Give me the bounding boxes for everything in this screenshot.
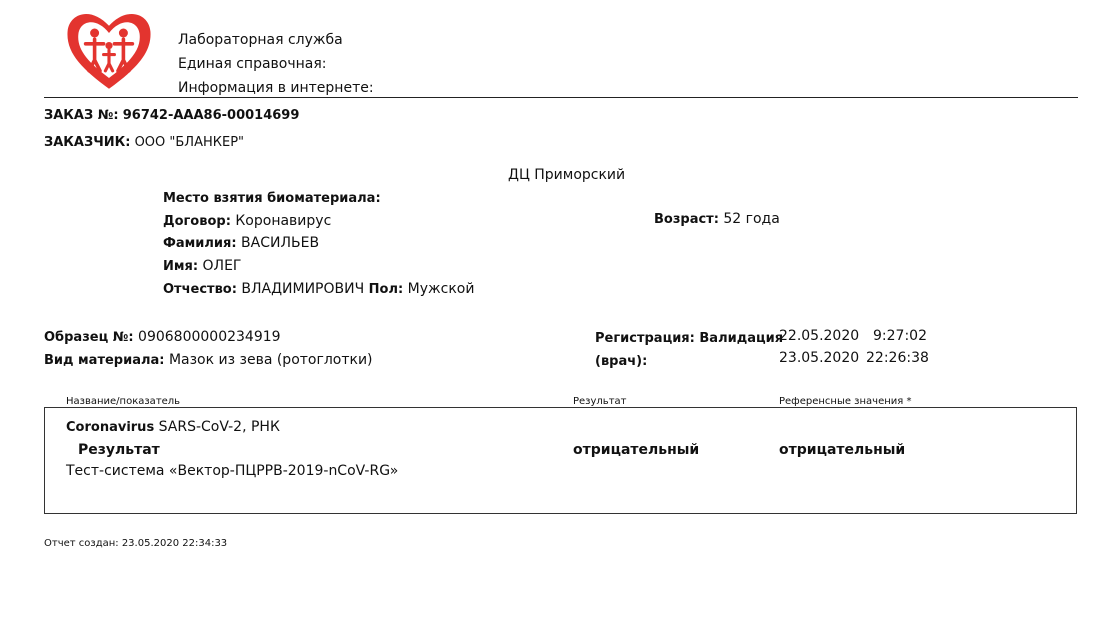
- reference-value: отрицательный: [779, 442, 906, 458]
- age-value: 52 года: [723, 211, 780, 227]
- registration-label: Регистрация:: [595, 331, 695, 346]
- header-line-1: Лабораторная служба: [178, 32, 343, 48]
- test-system: Тест-система «Вектор-ПЦРРВ-2019-nCoV-RG»: [66, 463, 399, 479]
- name-value: ОЛЕГ: [202, 258, 242, 274]
- sex-value: Мужской: [407, 281, 475, 297]
- contract-label: Договор:: [163, 214, 231, 229]
- patronymic-value: ВЛАДИМИРОВИЧ: [241, 281, 365, 297]
- contract: [163, 213, 331, 229]
- center-name: ДЦ Приморский: [508, 167, 626, 183]
- surname-value: ВАСИЛЬЕВ: [241, 235, 320, 251]
- patronymic-sex: [163, 281, 474, 297]
- registration-date: 22.05.2020: [779, 328, 860, 344]
- place-label: Место взятия биоматериала:: [163, 191, 381, 206]
- col-header-name: Название/показатель: [66, 396, 181, 407]
- age-label: Возраст:: [654, 212, 719, 227]
- order-number-label: ЗАКАЗ №:: [44, 108, 119, 123]
- validation-date: 23.05.2020: [779, 350, 860, 366]
- name: [163, 258, 241, 274]
- registration-validation-label: [595, 331, 783, 346]
- header-divider: [44, 97, 1078, 98]
- test-name: [66, 419, 280, 435]
- sample-number: [44, 329, 281, 345]
- registration-time: 9:27:02: [873, 328, 927, 344]
- name-label: Имя:: [163, 259, 199, 274]
- customer-label: ЗАКАЗЧИК:: [44, 135, 131, 150]
- test-name-bold: Coronavirus: [66, 420, 155, 435]
- result-row-label: Результат: [78, 442, 160, 458]
- contract-value: Коронавирус: [235, 213, 332, 229]
- surname-label: Фамилия:: [163, 236, 237, 251]
- validation-time: 22:26:38: [866, 350, 929, 366]
- sample-material: [44, 352, 373, 368]
- material-label: Вид материала:: [44, 353, 165, 368]
- result-value: отрицательный: [573, 442, 700, 458]
- col-header-reference: Референсные значения *: [779, 396, 912, 407]
- lab-logo-icon: [64, 6, 154, 96]
- surname: [163, 235, 319, 251]
- validation-label: Валидация: [699, 331, 784, 346]
- header-line-2: Единая справочная:: [178, 56, 327, 72]
- age: [654, 211, 780, 227]
- sample-number-label: Образец №:: [44, 330, 134, 345]
- patronymic-label: Отчество:: [163, 282, 237, 297]
- sex-label: Пол:: [368, 282, 404, 297]
- material-value: Мазок из зева (ротоглотки): [168, 352, 373, 368]
- sample-number-value: 0906800000234919: [138, 329, 281, 345]
- header-line-3: Информация в интернете:: [178, 80, 374, 96]
- customer-value: ООО "БЛАНКЕР": [134, 135, 245, 150]
- col-header-result: Результат: [573, 396, 627, 407]
- order-number-value: 96742-AAA86-00014699: [122, 108, 300, 123]
- report-created: Отчет создан: 23.05.2020 22:34:33: [44, 538, 228, 549]
- test-name-rest: SARS-CoV-2, РНК: [158, 419, 280, 435]
- order-number: [44, 108, 299, 123]
- validation-label-2: (врач):: [595, 354, 648, 369]
- order-customer: [44, 135, 244, 150]
